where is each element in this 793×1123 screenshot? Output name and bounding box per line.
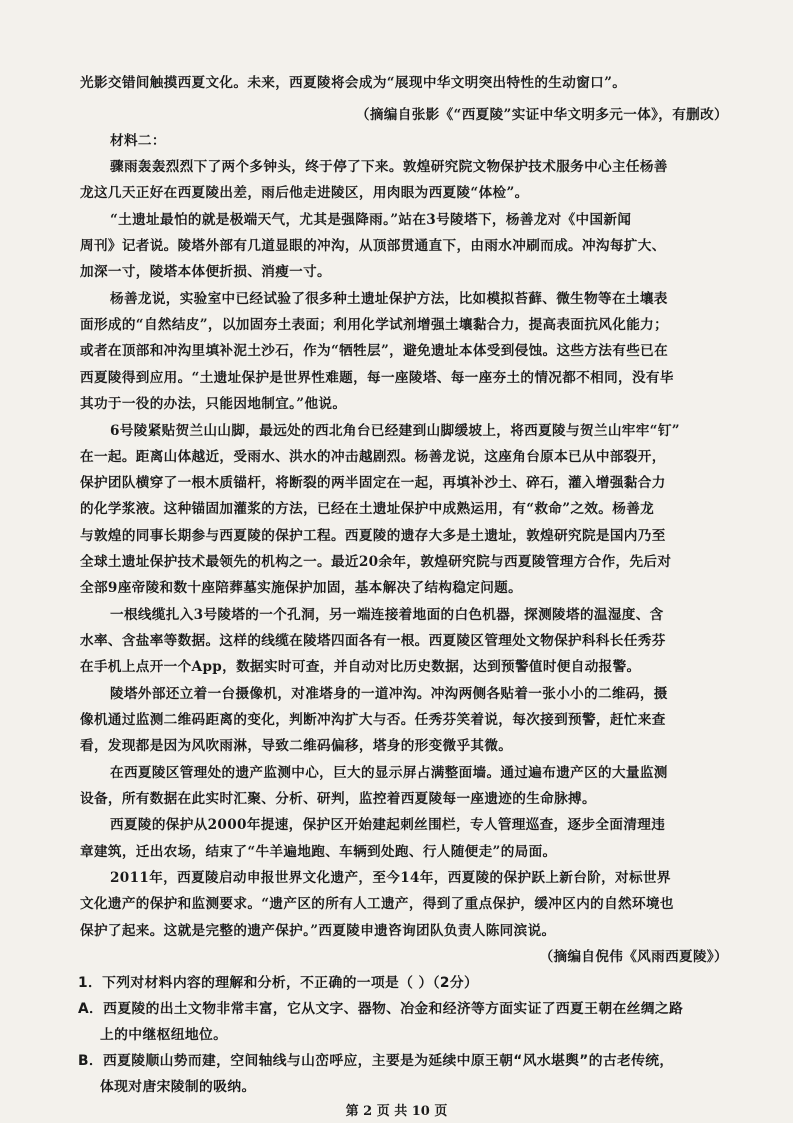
- option-b: B．西夏陵顺山势而建，空间轴线与山峦呼应，主要是为延续中原王朝“风水堪舆”的古老传统，: [78, 1053, 674, 1069]
- text-line: 龙这几天正好在西夏陵出差，雨后他走进陵区，用肉眼为西夏陵“体检”。: [80, 185, 529, 201]
- source-citation: （摘编自张影《“西夏陵”实证中华文明多元一体》，有删改）: [355, 107, 728, 123]
- option-b-continued: 体现对唐宋陵制的吸纳。: [100, 1079, 256, 1095]
- text-line: 全部9座帝陵和数十座陪葬墓实施保护加固，基本解决了结构稳定问题。: [80, 580, 523, 596]
- text-line: 在一起。距离山体越近，受雨水、洪水的冲击越剧烈。杨善龙说，这座角台原本已从中部裂开，: [80, 449, 666, 465]
- text-line: 周刊》记者说。陵塔外部有几道显眼的冲沟，从顶部贯通直下，由雨水冲刷而成。冲沟每扩大、: [80, 238, 666, 254]
- option-a: A．西夏陵的出土文物非常丰富，它从文字、器物、冶金和经济等方面实证了西夏王朝在丝绸之路: [78, 1001, 684, 1017]
- text-line: 杨善龙说，实验室中已经试验了很多种土遗址保护方法，比如模拟苔藓、微生物等在土壤表: [110, 291, 668, 307]
- text-line: 像机通过监测二维码距离的变化，判断冲沟扩大与否。任秀芬笑着说，每次接到预警，赶忙来查: [80, 712, 666, 728]
- text-line: 6号陵紧贴贺兰山山脚，最远处的西北角台已经建到山脚缓坡上，将西夏陵与贺兰山牢牢“钉”: [110, 423, 680, 439]
- text-line: 面形成的“自然结皮”，以加固夯土表面；利用化学试剂增强土壤黏合力，提高表面抗风化能力；: [80, 317, 669, 333]
- text-line: 在西夏陵区管理处的遗产监测中心，巨大的显示屏占满整面墙。通过遍布遗产区的大量监测: [110, 765, 668, 781]
- text-line: 与敦煌的同事长期参与西夏陵的保护工程。西夏陵的遗存大多是土遗址，敦煌研究院是国内乃至: [80, 528, 666, 544]
- option-a-continued: 上的中继枢纽地位。: [100, 1027, 228, 1043]
- text-line: 在手机上点开一个App，数据实时可查，并自动对比历史数据，达到预警值时便自动报警。: [80, 659, 641, 675]
- text-line: “土遗址最怕的就是极端天气，尤其是强降雨。”站在3号陵塔下，杨善龙对《中国新闻: [110, 212, 632, 228]
- text-line: 文化遗产的保护和监测要求。“遗产区的所有人工遗产，得到了重点保护，缓冲区内的自然环境也: [80, 896, 674, 912]
- text-line: 保护了起来。这就是完整的遗产保护。”西夏陵申遗咨询团队负责人陈同滨说。: [80, 923, 556, 939]
- text-line: 其功于一役的办法，只能因地制宜。”他说。: [80, 396, 347, 412]
- text-line: 设备，所有数据在此实时汇聚、分析、研判，监控着西夏陵每一座遗迹的生命脉搏。: [80, 791, 596, 807]
- text-line: 加深一寸，陵塔本体便折损、消瘦一寸。: [80, 264, 331, 280]
- page-footer: 第 2 页 共 10 页: [345, 1104, 448, 1119]
- text-line: 的化学浆液。这种锚固加灌浆的方法，已经在土遗址保护中成熟运用，有“救命”之效。杨善龙: [80, 501, 655, 517]
- text-line: 或者在顶部和冲沟里填补泥土沙石，作为“牺牲层”，避免遗址本体受到侵蚀。这些方法有些已在: [80, 343, 669, 359]
- text-line: 骤雨轰轰烈烈下了两个多钟头，终于停了下来。敦煌研究院文物保护技术服务中心主任杨善: [110, 159, 668, 175]
- text-line: 章建筑，迁出农场，结束了“牛羊遍地跑、车辆到处跑、行人随便走”的局面。: [80, 844, 557, 860]
- text-line: 光影交错间触摸西夏文化。未来，西夏陵将会成为“展现中华文明突出特性的生动窗口”。: [80, 75, 627, 91]
- text-line: 陵塔外部还立着一台摄像机，对准塔身的一道冲沟。冲沟两侧各贴着一张小小的二维码，摄: [110, 686, 668, 702]
- question-stem: 1．下列对材料内容的理解和分析，不正确的一项是（ ）（2分）: [78, 975, 479, 991]
- text-line: 保护团队横穿了一根木质锚杆，将断裂的两半固定在一起，再填补沙土、碎石，灌入增强黏合力: [80, 475, 666, 491]
- source-citation: （摘编自倪伟《风雨西夏陵》）: [539, 949, 728, 965]
- text-line: 水率、含盐率等数据。这样的线缆在陵塔四面各有一根。西夏陵区管理处文物保护科科长任秀芬: [80, 633, 666, 649]
- text-line: 全球土遗址保护技术最领先的机构之一。最近20余年，敦煌研究院与西夏陵管理方合作，先后对: [80, 554, 672, 570]
- section-heading: 材料二：: [110, 133, 166, 149]
- text-line: 看，发现都是因为风吹雨淋，导致二维码偏移，塔身的形变微乎其微。: [80, 738, 513, 754]
- text-line: 一根线缆扎入3号陵塔的一个孔洞，另一端连接着地面的白色机器，探测陵塔的温湿度、含: [110, 607, 664, 623]
- text-line: 2011年，西夏陵启动申报世界文化遗产，至今14年，西夏陵的保护跃上新台阶，对标世界: [110, 870, 671, 886]
- text-line: 西夏陵的保护从2000年提速，保护区开始建起刺丝围栏，专人管理巡查，逐步全面清理违: [110, 817, 666, 833]
- text-line: 西夏陵得到应用。“土遗址保护是世界性难题，每一座陵塔、每一座夯土的情况都不相同，没有毕: [80, 370, 674, 386]
